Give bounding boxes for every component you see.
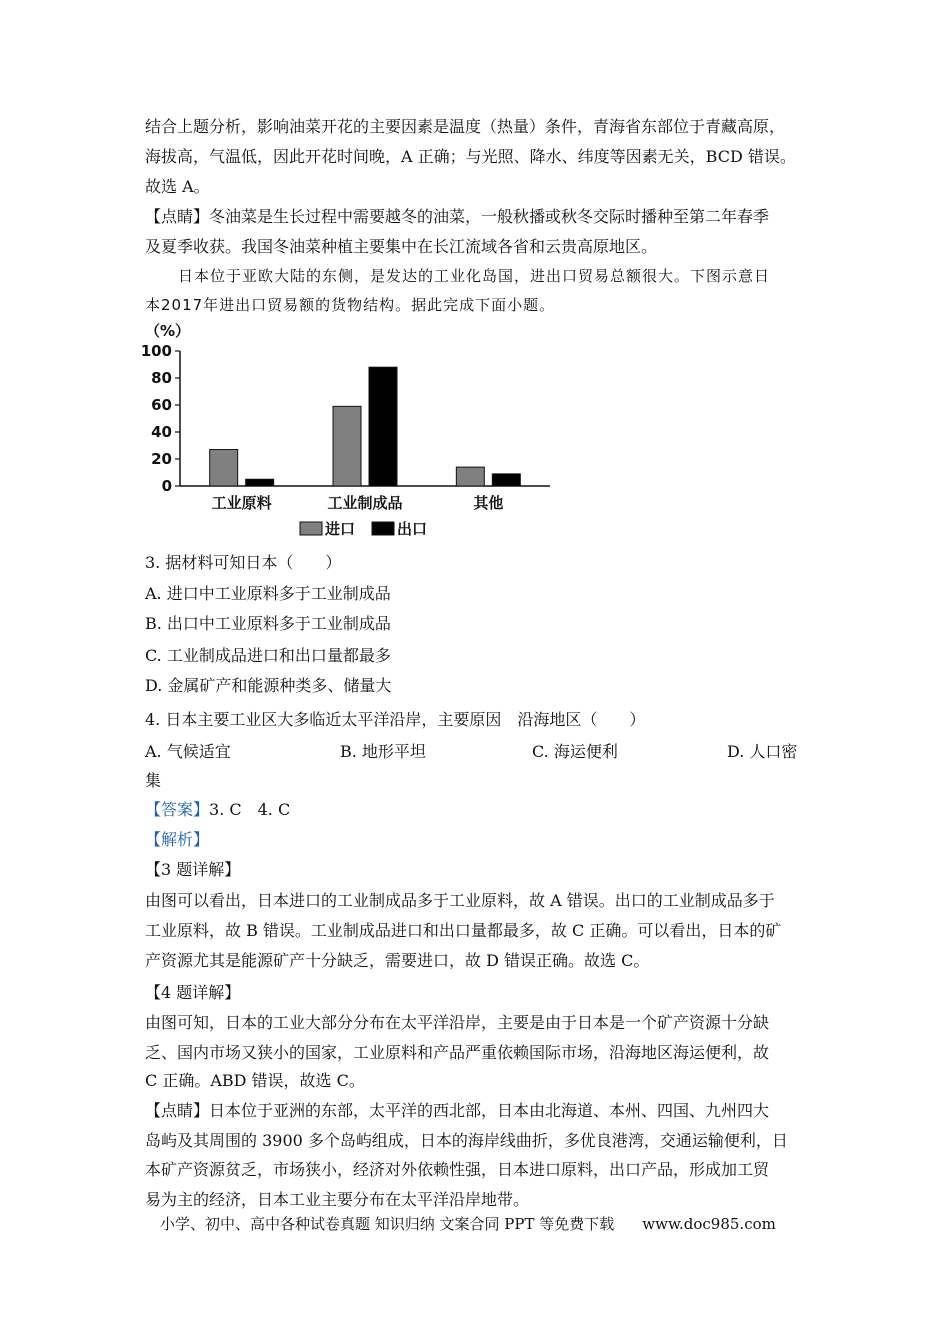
intro-line-3: 故选 A。 <box>145 177 210 196</box>
material-line-2: 本2017年进出口贸易额的货物结构。据此完成下面小题。 <box>145 296 556 314</box>
bar-进口-工业原料 <box>210 450 238 486</box>
detail4-heading: 【4 题详解】 <box>145 983 241 1002</box>
answer-text: 3. C 4. C <box>209 800 291 819</box>
q4-option-d-wrap: 集 <box>145 771 162 790</box>
detail4-line-3: C 正确。ABD 错误，故选 C。 <box>145 1071 365 1090</box>
detail4-line-2: 乏、国内市场又狭小的国家，工业原料和产品严重依赖国际市场，沿海地区海运便利，故 <box>145 1043 770 1062</box>
q4-stem: 4. 日本主要工业区大多临近太平洋沿岸，主要原因 沿海地区（ ） <box>145 710 646 729</box>
y-tick-label: 80 <box>151 369 172 387</box>
answer-line <box>145 800 290 820</box>
bar-出口-其他 <box>492 474 520 486</box>
footer-text: 小学、初中、高中各种试卷真题 知识归纳 文案合同 PPT 等免费下载 <box>160 1215 615 1233</box>
detail4-line-1: 由图可知，日本的工业大部分分布在太平洋沿岸，主要是由于日本是一个矿产资源十分缺 <box>145 1013 770 1032</box>
dianjing2-text-1: 日本位于亚洲的东部，太平洋的西北部，日本由北海道、本州、四国、九州四大 <box>209 1101 770 1120</box>
dianjing2-line-4: 易为主的经济，日本工业主要分布在太平洋沿岸地带。 <box>145 1190 530 1209</box>
analysis-tag: 【解析】 <box>145 830 210 849</box>
dianjing2-line-2: 岛屿及其周围的 3900 多个岛屿组成，日本的海岸线曲折，多优良港湾，交通运输便利，日 <box>145 1131 788 1150</box>
intro-line-2: 海拔高，气温低，因此开花时间晚，A 正确；与光照、降水、纬度等因素无关，BCD 错误。 <box>145 147 796 166</box>
chart-ylabel: （%） <box>145 322 191 340</box>
y-tick-label: 40 <box>151 423 172 441</box>
bar-进口-工业制成品 <box>333 406 361 486</box>
x-tick-label: 工业制成品 <box>327 494 403 512</box>
legend-label: 进口 <box>325 520 356 538</box>
bar-出口-工业原料 <box>246 479 274 486</box>
dianjing2-line-1 <box>145 1101 769 1121</box>
dianjing-tag: 【点睛】 <box>145 207 210 226</box>
material-line-1: 日本位于亚欧大陆的东侧，是发达的工业化岛国，进出口贸易总额很大。下图示意日 <box>178 267 771 285</box>
x-tick-label: 工业原料 <box>211 494 272 512</box>
footer-url[interactable]: www.doc985.com <box>642 1215 776 1233</box>
dianjing2-line-3: 本矿产资源贫乏，市场狭小，经济对外依赖性强，日本进口原料，出口产品，形成加工贸 <box>145 1160 770 1179</box>
page-footer <box>160 1213 776 1234</box>
legend-swatch-进口 <box>300 522 322 535</box>
y-tick-label: 20 <box>151 450 172 468</box>
trade-bar-chart <box>140 318 570 543</box>
q3-option-a: A. 进口中工业原料多于工业制成品 <box>145 584 391 603</box>
q3-stem: 3. 据材料可知日本（ ） <box>145 553 342 572</box>
y-tick-label: 60 <box>151 396 172 414</box>
detail3-line-1: 由图可以看出，日本进口的工业制成品多于工业原料，故 A 错误。出口的工业制成品多于 <box>145 891 775 910</box>
q3-option-c: C. 工业制成品进口和出口量都最多 <box>145 646 391 665</box>
detail3-heading: 【3 题详解】 <box>145 860 241 879</box>
legend-label: 出口 <box>397 520 428 538</box>
intro-line-1: 结合上题分析，影响油菜开花的主要因素是温度（热量）条件，青海省东部位于青藏高原， <box>145 117 786 136</box>
q4-option-b: B. 地形平坦 <box>340 742 426 761</box>
legend-swatch-出口 <box>372 522 394 535</box>
x-tick-label: 其他 <box>473 494 504 512</box>
q4-option-d: D. 人口密 <box>727 742 798 761</box>
dianjing2-tag: 【点睛】 <box>145 1101 210 1120</box>
q4-option-a: A. 气候适宜 <box>145 742 231 761</box>
detail3-line-3: 产资源尤其是能源矿产十分缺乏，需要进口，故 D 错误正确。故选 C。 <box>145 951 650 970</box>
bar-出口-工业制成品 <box>369 367 397 486</box>
q4-option-c: C. 海运便利 <box>532 742 618 761</box>
dianjing-line-2: 及夏季收获。我国冬油菜种植主要集中在长江流域各省和云贵高原地区。 <box>145 237 658 256</box>
y-tick-label: 100 <box>140 342 172 360</box>
dianjing-line-1 <box>145 207 769 227</box>
detail3-line-2: 工业原料，故 B 错误。工业制成品进口和出口量都最多，故 C 正确。可以看出，日本的矿 <box>145 921 782 940</box>
answer-tag: 【答案】 <box>145 800 210 819</box>
dianjing-text-1: 冬油菜是生长过程中需要越冬的油菜，一般秋播或秋冬交际时播种至第二年春季 <box>209 207 770 226</box>
q3-option-b: B. 出口中工业原料多于工业制成品 <box>145 614 391 633</box>
bar-进口-其他 <box>456 467 484 486</box>
q3-option-d: D. 金属矿产和能源种类多、储量大 <box>145 676 392 695</box>
y-tick-label: 0 <box>161 477 172 495</box>
